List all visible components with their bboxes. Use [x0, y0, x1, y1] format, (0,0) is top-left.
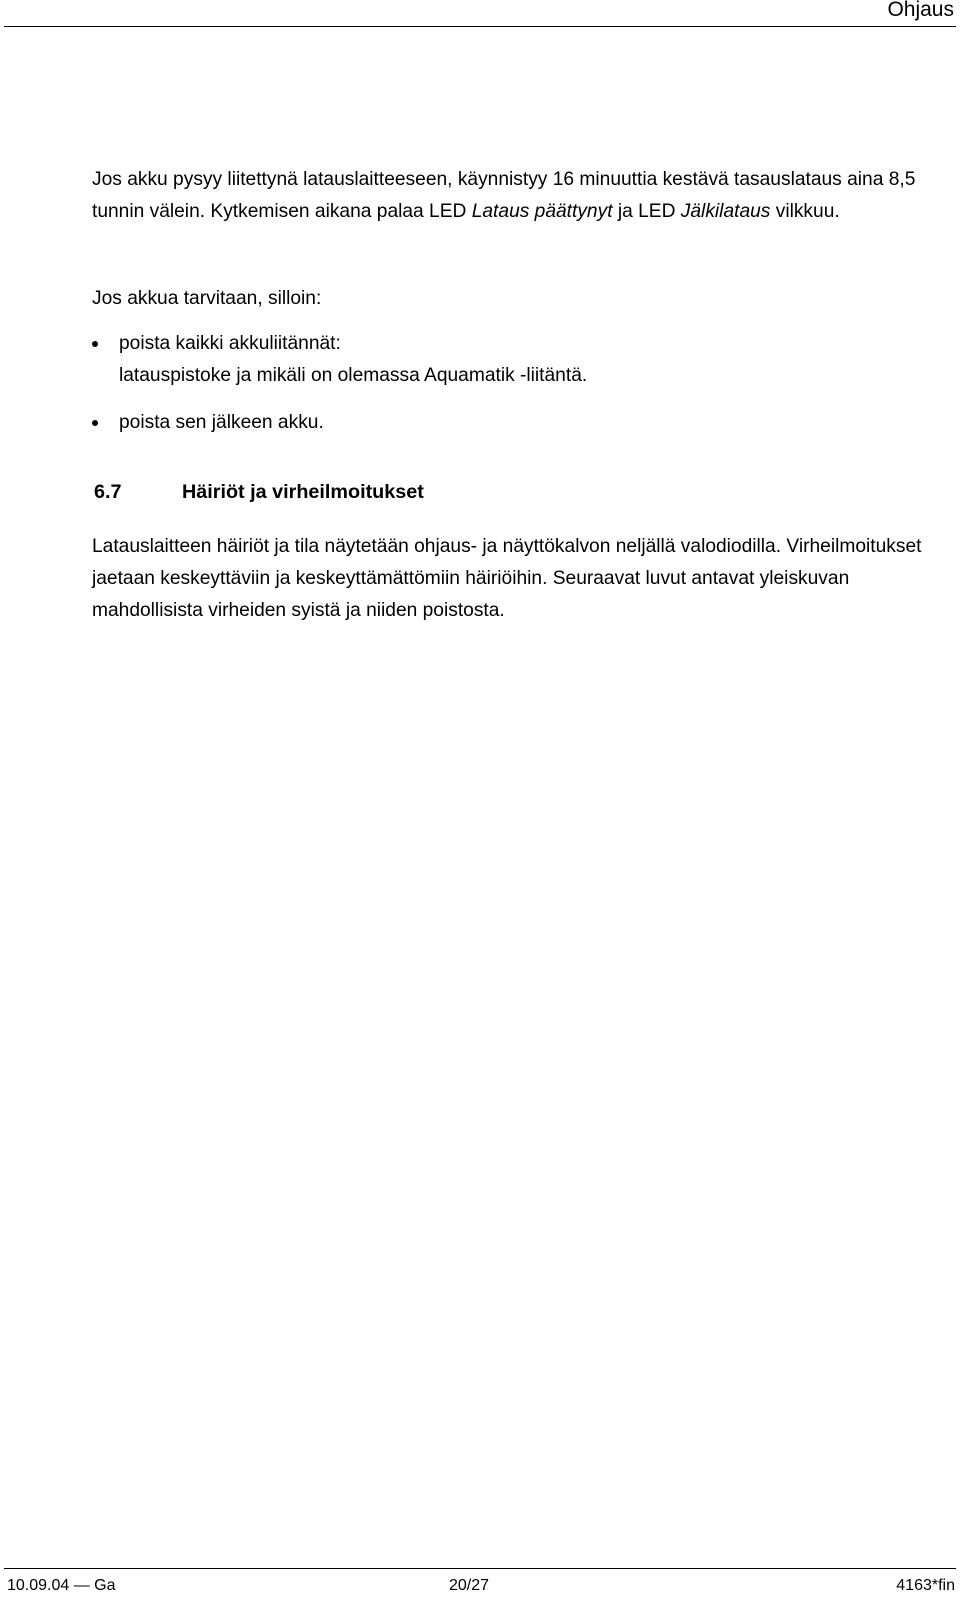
page-header	[4, 0, 956, 27]
bullet-icon	[92, 341, 98, 347]
footer-document-id: 4163*fin	[896, 1577, 955, 1594]
led-name-post-charge: Jälkilataus	[680, 201, 771, 222]
page-footer	[4, 1568, 956, 1599]
paragraph-maintenance-charge	[92, 164, 927, 228]
footer-date: 10.09.04 — Ga	[7, 1577, 116, 1594]
header-title: Ohjaus	[887, 0, 954, 21]
paragraph-text: ja LED	[612, 201, 681, 222]
section-title: Häiriöt ja virheilmoitukset	[182, 481, 424, 503]
section-number: 6.7	[94, 481, 122, 503]
paragraph-battery-needed: Jos akkua tarvitaan, silloin:	[92, 288, 322, 309]
led-name-charging-complete: Lataus päättynyt	[471, 201, 613, 222]
paragraph-faults: Latauslaitteen häiriöt ja tila näytetään ohjaus- ja näyttökalvon neljällä valodiodilla. Virheilmoitukset jaetaan keskeyttäviin ja keskeyttämättömiin häiriöihin. Seuraavat luvut antavat yleiskuvan mahdollisista virheiden syistä ja niiden poistosta.	[92, 536, 922, 621]
paragraph-text: Jos akku pysyy liitettynä latauslaitteeseen, käynnistyy 16 minuuttia kestävä tasauslataus aina 8,5 tunnin välein. Kytkemisen aikana palaa LED	[92, 169, 916, 222]
paragraph-text: vilkkuu.	[770, 201, 840, 222]
list-item-text	[119, 328, 924, 392]
list-item-text: poista sen jälkeen akku.	[119, 412, 324, 433]
footer-page-number: 20/27	[449, 1577, 490, 1594]
bullet-icon	[92, 420, 98, 426]
list-item-line: latauspistoke ja mikäli on olemassa Aquamatik -liitäntä.	[119, 365, 588, 386]
list-item-line: poista kaikki akkuliitännät:	[119, 333, 341, 354]
